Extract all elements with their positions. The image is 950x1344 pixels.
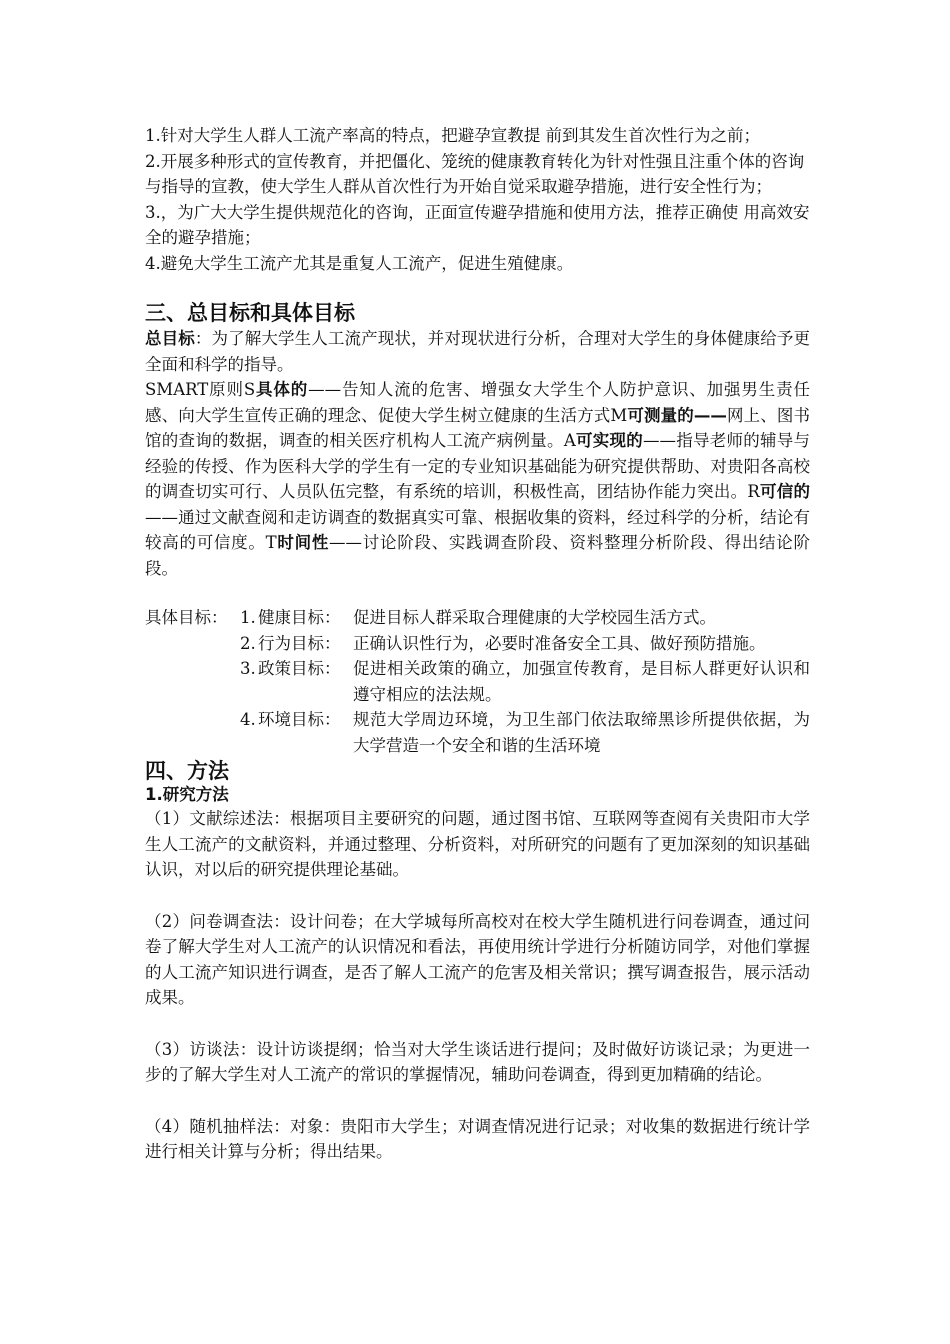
- specific-goal-label: 环境目标：: [258, 710, 341, 729]
- specific-goal-label: 行为目标：: [258, 633, 341, 653]
- method-paragraph: （1）文献综述法：根据项目主要研究的问题，通过图书馆、互联网等查阅有关贵阳市大学生人工流产的文献资料，并通过整理、分析资料，对所研究的问题有了更加深刻的知识基础认识，对以后的研究提供理论基础。: [145, 809, 810, 879]
- smart-r-text: ——通过文献查阅和走访调查的数据真实可靠、根据收集的资料，经过科学的分析，结论有较高的可信度。: [145, 507, 810, 552]
- smart-a-code: A: [563, 431, 576, 450]
- specific-goal-text: 正确认识性行为，必要时准备安全工具、做好预防措施。: [353, 633, 766, 653]
- smart-t-text: ——讨论阶段、实践调查阶段、资料整理分析阶段、得出结论阶段。: [145, 533, 811, 578]
- method-paragraph: （2）问卷调查法：设计问卷；在大学城每所高校对在校大学生随机进行问卷调查，通过问卷了解大学生对人工流产的认识情况和看法，再使用统计学进行分析随访同学，对他们掌握的人工流产知识进行调查，是否了解人工流产的危害及相关常识；撰写调查报告，展示活动成果。: [145, 911, 810, 1007]
- subsection-heading: 1.研究方法: [145, 785, 229, 804]
- smart-a-label: 可实现的: [575, 431, 643, 450]
- specific-goal-text: 规范大学周边环境，为卫生部门依法取缔黑诊所提供依据，为大学营造一个安全和谐的生活环境: [353, 710, 810, 755]
- smart-prefix: SMART原则S: [145, 380, 256, 399]
- specific-goal-number: 1.: [240, 608, 256, 627]
- specific-goal-item: [145, 707, 810, 758]
- list-item: 1.针对大学生人群人工流产率高的特点，把避孕宣教提 前到其发生首次性行为之前；: [145, 126, 760, 145]
- smart-r-label: 可信的: [759, 482, 811, 501]
- smart-a-text: ——指导老师的辅导与经验的传授、作为医科大学的学生有一定的专业知识基础能为研究提供帮助、对贵阳各高校的调查切实可行、人员队伍完整，有系统的培训，积极性高，团结协作能力突出。: [145, 431, 811, 501]
- smart-m-code: M: [610, 405, 628, 425]
- list-item: 3.，为广大大学生提供规范化的咨询，正面宣传避孕措施和使用方法，推荐正确使 用高效安全的避孕措施；: [145, 202, 810, 247]
- section-methods: [145, 758, 810, 1165]
- smart-s-label: 具体的: [255, 380, 309, 399]
- specific-goal-text: 促进相关政策的确立，加强宣传教育，是目标人群更好认识和遵守相应的法法规。: [353, 659, 810, 704]
- specific-goal-number: 2.: [240, 633, 256, 653]
- specific-goal-number: 3.: [240, 659, 256, 678]
- intro-list: [145, 123, 810, 276]
- smart-m-text: 网上、图书馆的查询的数据，调查的相关医疗机构人工流产病例量。: [145, 405, 811, 450]
- section-goals: [145, 300, 810, 758]
- section-heading: 三、总目标和具体目标: [145, 301, 355, 325]
- method-paragraph: （3）访谈法：设计访谈提纲；恰当对大学生谈话进行提问；及时做好访谈记录；为更进一步的了解大学生对人工流产的常识的掌握情况，辅助问卷调查，得到更加精确的结论。: [145, 1039, 810, 1084]
- specific-goal-label: 政策目标：: [258, 659, 341, 678]
- smart-t-code: T: [265, 533, 277, 552]
- specific-goal-item: [145, 605, 810, 631]
- smart-r-code: R: [747, 482, 760, 501]
- specific-goal-item: [145, 631, 810, 657]
- list-item: 2.开展多种形式的宣传教育，并把僵化、笼统的健康教育转化为针对性强且注重个体的咨询与指导的宣教，使大学生人群从首次性行为开始自觉采取避孕措施，进行安全性行为；: [145, 151, 805, 196]
- smart-m-label: 可测量的——: [627, 405, 727, 425]
- document-page: [145, 123, 810, 1165]
- specific-goal-text: 促进目标人群采取合理健康的大学校园生活方式。: [353, 608, 716, 627]
- section-heading: 四、方法: [145, 759, 229, 783]
- smart-paragraph: [145, 377, 810, 581]
- overall-goal-text: ：为了解大学生人工流产现状，并对现状进行分析，合理对大学生的身体健康给予更全面和科学的指导。: [145, 329, 811, 374]
- smart-s-text: ——告知人流的危害、增强女大学生个人防护意识、加强男生责任感、向大学生宣传正确的理念、促使大学生树立健康的生活方式: [145, 380, 811, 425]
- overall-goal-label: 总目标: [145, 329, 195, 348]
- method-paragraph: （4）随机抽样法：对象：贵阳市大学生；对调查情况进行记录；对收集的数据进行统计学进行相关计算与分析；得出结果。: [145, 1116, 810, 1161]
- smart-t-label: 时间性: [276, 533, 330, 552]
- specific-goal-number: 4.: [240, 710, 256, 729]
- specific-goal-label: 健康目标：: [258, 608, 341, 627]
- list-item: 4.避免大学生工流产尤其是重复人工流产，促进生殖健康。: [145, 253, 574, 273]
- specific-goals: [145, 605, 810, 758]
- overall-goal: [145, 326, 810, 377]
- specific-goal-item: [145, 656, 810, 707]
- specific-goals-lead: 具体目标：: [145, 608, 228, 627]
